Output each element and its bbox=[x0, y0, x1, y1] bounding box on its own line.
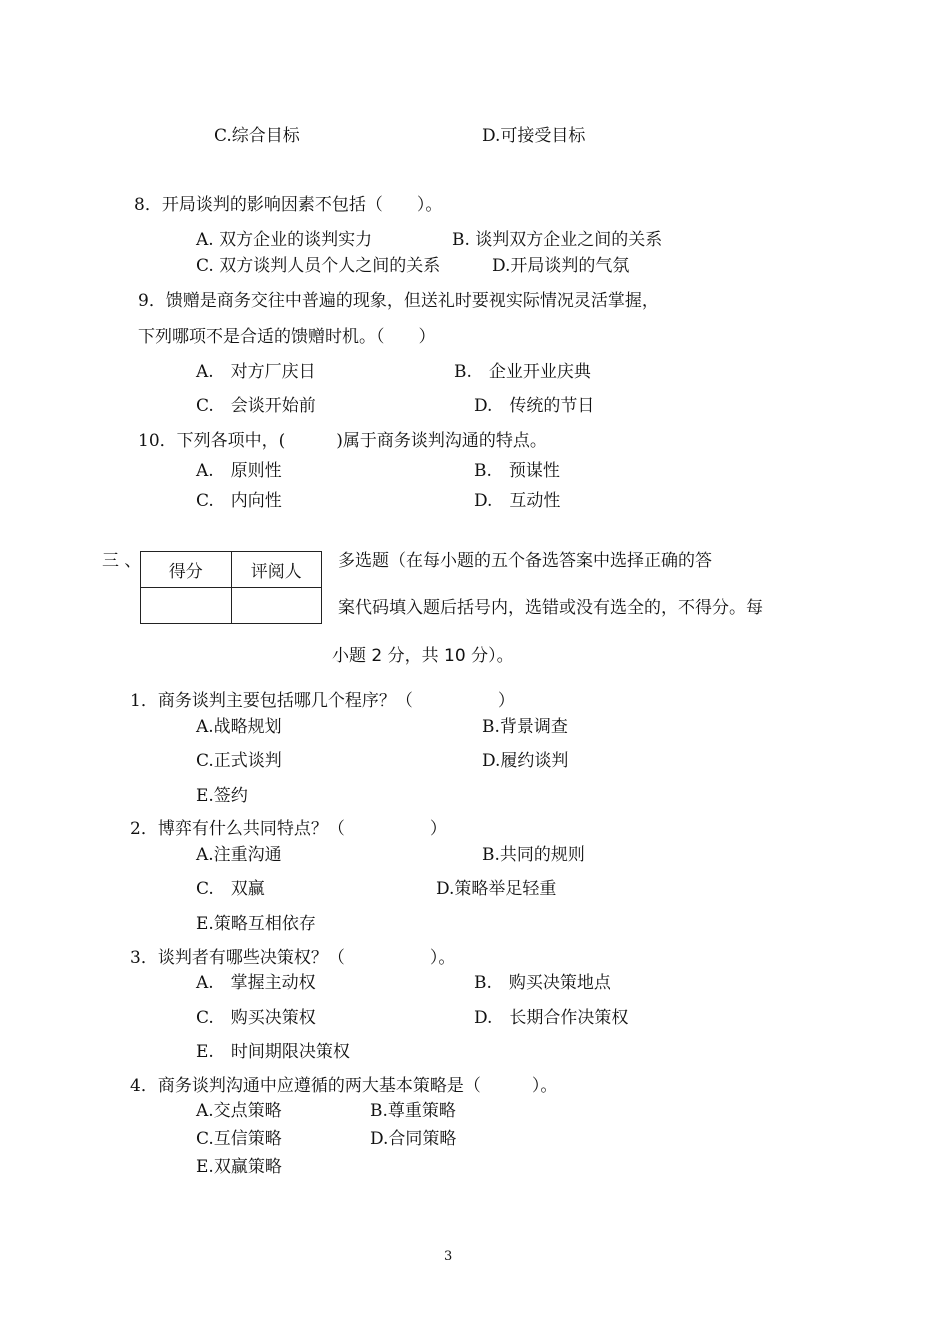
q7-option-d: D.可接受目标 bbox=[482, 126, 586, 146]
section-instructions-line3: 小题 2 分，共 10 分）。 bbox=[332, 646, 514, 666]
q10-option-d: D. 互动性 bbox=[474, 491, 561, 511]
section-number: 三 、 bbox=[102, 551, 142, 571]
section-instructions-line2: 案代码填入题后括号内，选错或没有选全的，不得分。每 bbox=[338, 598, 763, 618]
m3-stem: 3．谈判者有哪些决策权？（ ）。 bbox=[130, 948, 456, 968]
m2-option-d: D.策略举足轻重 bbox=[436, 879, 557, 899]
m3-option-a: A. 掌握主动权 bbox=[196, 973, 316, 993]
m2-option-b: B.共同的规则 bbox=[482, 845, 585, 865]
m2-option-a: A.注重沟通 bbox=[196, 845, 282, 865]
q9-option-d: D. 传统的节日 bbox=[474, 396, 595, 416]
q8-option-b: B. 谈判双方企业之间的关系 bbox=[452, 230, 663, 250]
q9-stem-line1: 9．馈赠是商务交往中普遍的现象，但送礼时要视实际情况灵活掌握， bbox=[138, 291, 659, 311]
score-label: 得分 bbox=[141, 552, 232, 588]
m4-option-d: D.合同策略 bbox=[370, 1129, 457, 1149]
q8-option-c: C. 双方谈判人员个人之间的关系 bbox=[196, 256, 441, 276]
m2-option-c: C. 双赢 bbox=[196, 879, 265, 899]
m2-stem: 2．博弈有什么共同特点？（ ） bbox=[130, 819, 447, 839]
q9-option-b: B. 企业开业庆典 bbox=[454, 362, 591, 382]
q10-stem: 10．下列各项中，( )属于商务谈判沟通的特点。 bbox=[138, 431, 547, 451]
m1-option-c: C.正式谈判 bbox=[196, 751, 282, 771]
m2-option-e: E.策略互相依存 bbox=[196, 914, 316, 934]
m4-option-b: B.尊重策略 bbox=[370, 1101, 456, 1121]
m4-stem: 4．商务谈判沟通中应遵循的两大基本策略是（ ）。 bbox=[130, 1076, 558, 1096]
q10-option-b: B. 预谋性 bbox=[474, 461, 560, 481]
m1-option-a: A.战略规划 bbox=[196, 717, 282, 737]
m3-option-b: B. 购买决策地点 bbox=[474, 973, 611, 993]
m3-option-d: D. 长期合作决策权 bbox=[474, 1008, 629, 1028]
q8-option-d: D.开局谈判的气氛 bbox=[492, 256, 630, 276]
score-table bbox=[140, 551, 322, 624]
q10-option-a: A. 原则性 bbox=[196, 461, 282, 481]
score-cell[interactable] bbox=[141, 588, 232, 624]
m1-option-d: D.履约谈判 bbox=[482, 751, 569, 771]
q7-option-c: C.综合目标 bbox=[214, 126, 300, 146]
m4-option-a: A.交点策略 bbox=[196, 1101, 282, 1121]
q9-stem-line2: 下列哪项不是合适的馈赠时机。（ ） bbox=[138, 327, 436, 347]
m3-option-c: C. 购买决策权 bbox=[196, 1008, 316, 1028]
q9-option-c: C. 会谈开始前 bbox=[196, 396, 316, 416]
section-instructions-line1: 多选题（在每小题的五个备选答案中选择正确的答 bbox=[338, 551, 712, 571]
m1-option-e: E.签约 bbox=[196, 786, 248, 806]
q9-option-a: A. 对方厂庆日 bbox=[196, 362, 316, 382]
m1-option-b: B.背景调查 bbox=[482, 717, 568, 737]
reviewer-label: 评阅人 bbox=[231, 552, 322, 588]
q8-stem: 8．开局谈判的影响因素不包括（ ）。 bbox=[134, 195, 443, 215]
m4-option-e: E.双赢策略 bbox=[196, 1157, 282, 1177]
reviewer-cell[interactable] bbox=[231, 588, 322, 624]
m4-option-c: C.互信策略 bbox=[196, 1129, 282, 1149]
page-number: 3 bbox=[444, 1249, 453, 1264]
m3-option-e: E. 时间期限决策权 bbox=[196, 1042, 350, 1062]
m1-stem: 1．商务谈判主要包括哪几个程序？（ ） bbox=[130, 691, 515, 711]
q8-option-a: A. 双方企业的谈判实力 bbox=[196, 230, 373, 250]
q10-option-c: C. 内向性 bbox=[196, 491, 282, 511]
